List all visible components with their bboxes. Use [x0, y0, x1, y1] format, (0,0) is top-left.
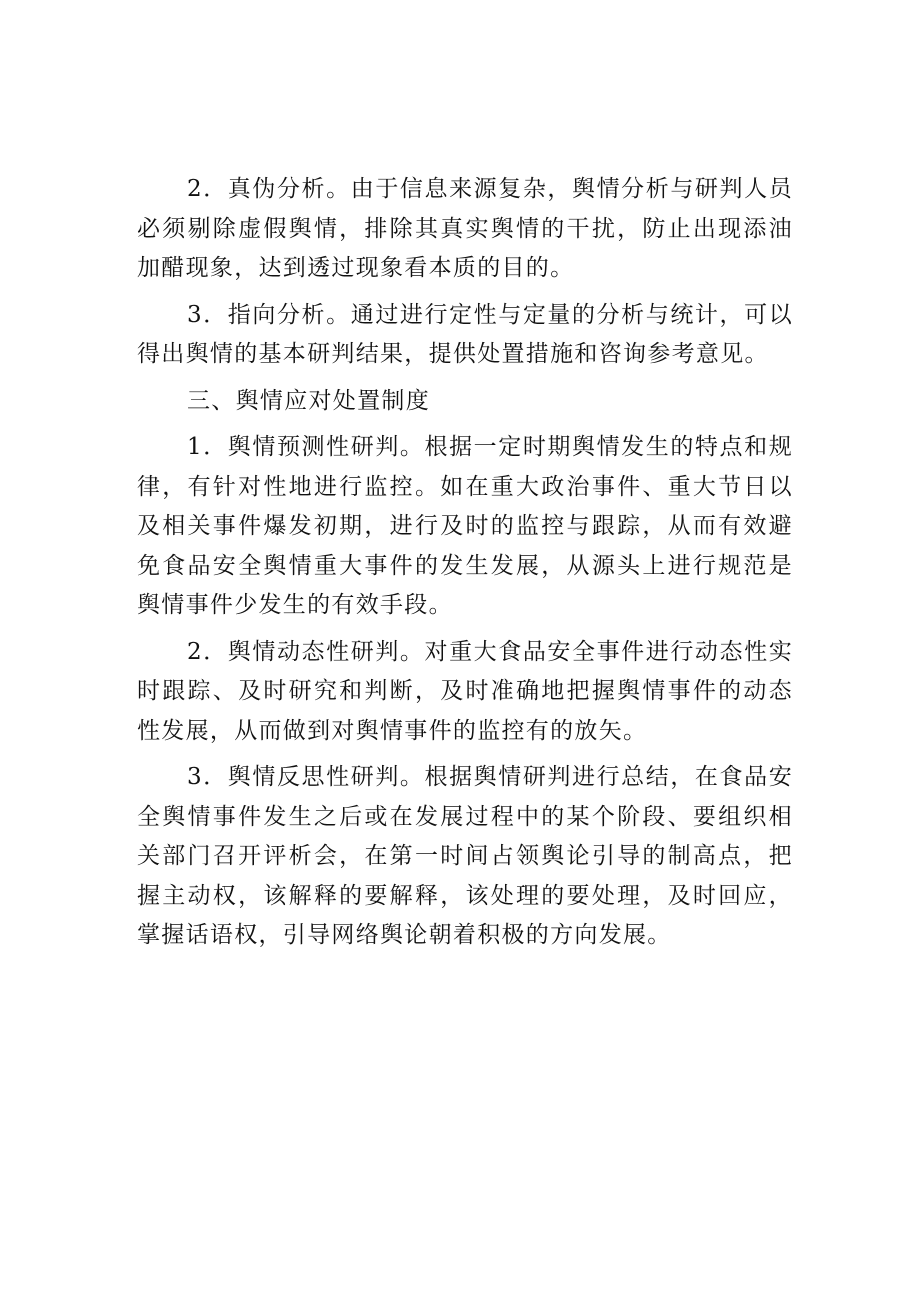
paragraph-authenticity-analysis: 2．真伪分析。由于信息来源复杂，舆情分析与研判人员必须剔除虚假舆情，排除其真实舆情的干扰，防止出现添油加醋现象，达到透过现象看本质的目的。: [137, 176, 793, 281]
paragraph-dynamic-judgment: 2．舆情动态性研判。对重大食品安全事件进行动态性实时跟踪、及时研究和判断，及时准确地把握舆情事件的动态性发展，从而做到对舆情事件的监控有的放矢。: [137, 638, 793, 744]
paragraph-predictive-judgment: 1．舆情预测性研判。根据一定时期舆情发生的特点和规律，有针对性地进行监控。如在重大政治事件、重大节日以及相关事件爆发初期，进行及时的监控与跟踪，从而有效避免食品安全舆情重大事件的发生发展，从源头上进行规范是舆情事件少发生的有效手段。: [137, 434, 793, 618]
paragraph-direction-analysis: 3．指向分析。通过进行定性与定量的分析与统计，可以得出舆情的基本研判结果，提供处置措施和咨询参考意见。: [137, 301, 793, 367]
document-body: [137, 170, 793, 963]
paragraph-reflective-judgment: 3．舆情反思性研判。根据舆情研判进行总结，在食品安全舆情事件发生之后或在发展过程中的某个阶段、要组织相关部门召开评析会，在第一时间占领舆论引导的制高点，把握主动权，该解释的要解释，该处理的要处理，及时回应，掌握话语权，引导网络舆论朝着积极的方向发展。: [137, 764, 793, 948]
section-heading-response-system: 三、舆情应对处置制度: [187, 387, 430, 414]
